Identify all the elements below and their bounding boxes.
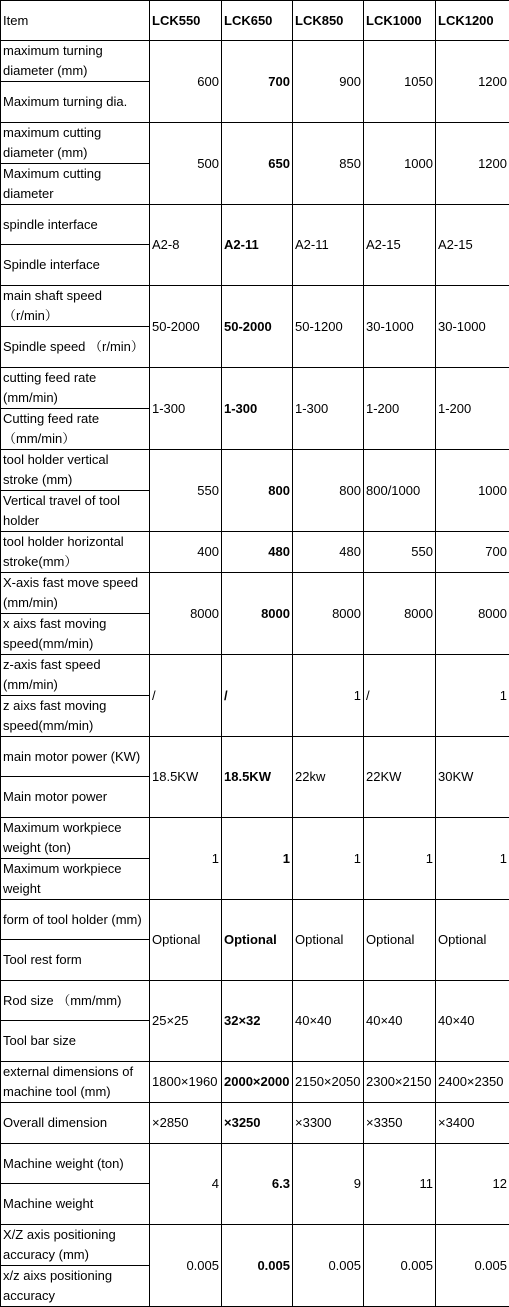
value-cell: 1-200 xyxy=(436,368,509,450)
value-cell: Optional xyxy=(293,900,364,981)
value-cell: 40×40 xyxy=(364,981,436,1062)
value-cell: 1200 xyxy=(436,41,509,123)
value-cell: 30KW xyxy=(436,737,509,818)
value-cell: 550 xyxy=(150,450,222,532)
table-row xyxy=(1,1144,509,1184)
value-cell: 32×32 xyxy=(222,981,293,1062)
row-label: external dimensions of machine tool (mm) xyxy=(1,1062,150,1103)
value-cell: 11 xyxy=(364,1144,436,1225)
row-label: Tool bar size xyxy=(1,1021,150,1062)
table-row xyxy=(1,737,509,777)
value-cell: 1-200 xyxy=(364,368,436,450)
value-cell: 2150×2050 xyxy=(293,1062,364,1103)
value-cell: A2-15 xyxy=(364,205,436,286)
header-lck1000: LCK1000 xyxy=(364,1,436,41)
value-cell: 50-2000 xyxy=(222,286,293,368)
value-cell: 480 xyxy=(293,532,364,573)
value-cell: 800 xyxy=(293,450,364,532)
value-cell: Optional xyxy=(364,900,436,981)
value-cell: 1 xyxy=(364,818,436,900)
value-cell: 1-300 xyxy=(222,368,293,450)
value-cell: 1 xyxy=(150,818,222,900)
value-cell: ×3300 xyxy=(293,1103,364,1144)
value-cell: Optional xyxy=(436,900,509,981)
value-cell: 700 xyxy=(222,41,293,123)
row-label: Spindle speed （r/min） xyxy=(1,327,150,368)
value-cell: 8000 xyxy=(222,573,293,655)
value-cell: 1050 xyxy=(364,41,436,123)
value-cell: 0.005 xyxy=(222,1225,293,1307)
value-cell: ×3350 xyxy=(364,1103,436,1144)
value-cell: 40×40 xyxy=(293,981,364,1062)
value-cell: 1-300 xyxy=(293,368,364,450)
table-row xyxy=(1,532,509,573)
table-row xyxy=(1,41,509,82)
value-cell: 0.005 xyxy=(150,1225,222,1307)
value-cell: 650 xyxy=(222,123,293,205)
row-label: Machine weight xyxy=(1,1184,150,1225)
value-cell: 1 xyxy=(222,818,293,900)
table-row xyxy=(1,900,509,940)
value-cell: 1000 xyxy=(364,123,436,205)
row-label: x/z aixs positioning accuracy xyxy=(1,1266,150,1307)
value-cell: 800/1000 xyxy=(364,450,436,532)
value-cell: 800 xyxy=(222,450,293,532)
row-label: tool holder horizontal stroke(mm） xyxy=(1,532,150,573)
row-label: tool holder vertical stroke (mm) xyxy=(1,450,150,491)
header-lck850: LCK850 xyxy=(293,1,364,41)
row-label: Maximum workpiece weight xyxy=(1,859,150,900)
value-cell: / xyxy=(222,655,293,737)
value-cell: ×3250 xyxy=(222,1103,293,1144)
value-cell: 18.5KW xyxy=(150,737,222,818)
value-cell: ×2850 xyxy=(150,1103,222,1144)
header-item: Item xyxy=(1,1,150,41)
value-cell: 700 xyxy=(436,532,509,573)
value-cell: 40×40 xyxy=(436,981,509,1062)
value-cell: Optional xyxy=(150,900,222,981)
header-lck550: LCK550 xyxy=(150,1,222,41)
value-cell: 850 xyxy=(293,123,364,205)
value-cell: 9 xyxy=(293,1144,364,1225)
table-row xyxy=(1,655,509,696)
value-cell: 50-2000 xyxy=(150,286,222,368)
value-cell: Optional xyxy=(222,900,293,981)
row-label: Cutting feed rate （mm/min） xyxy=(1,409,150,450)
value-cell: 8000 xyxy=(436,573,509,655)
value-cell: 500 xyxy=(150,123,222,205)
value-cell: 1000 xyxy=(436,450,509,532)
value-cell: 400 xyxy=(150,532,222,573)
row-label: x aixs fast moving speed(mm/min) xyxy=(1,614,150,655)
value-cell: 1-300 xyxy=(150,368,222,450)
value-cell: 4 xyxy=(150,1144,222,1225)
value-cell: 1800×1960 xyxy=(150,1062,222,1103)
row-label: form of tool holder (mm) xyxy=(1,900,150,940)
value-cell: 22kw xyxy=(293,737,364,818)
value-cell: 1200 xyxy=(436,123,509,205)
header-lck650: LCK650 xyxy=(222,1,293,41)
value-cell: A2-11 xyxy=(293,205,364,286)
table-row xyxy=(1,573,509,614)
row-label: maximum turning diameter (mm) xyxy=(1,41,150,82)
table-row xyxy=(1,818,509,859)
value-cell: 480 xyxy=(222,532,293,573)
table-row xyxy=(1,450,509,491)
spec-table-body xyxy=(1,1,509,1307)
value-cell: ×3400 xyxy=(436,1103,509,1144)
row-label: z-axis fast speed (mm/min) xyxy=(1,655,150,696)
value-cell: 1 xyxy=(436,655,509,737)
value-cell: 22KW xyxy=(364,737,436,818)
value-cell: 2000×2000 xyxy=(222,1062,293,1103)
value-cell: 30-1000 xyxy=(364,286,436,368)
value-cell: 30-1000 xyxy=(436,286,509,368)
row-label: main motor power (KW) xyxy=(1,737,150,777)
row-label: z aixs fast moving speed(mm/min) xyxy=(1,696,150,737)
value-cell: 8000 xyxy=(364,573,436,655)
value-cell: 0.005 xyxy=(436,1225,509,1307)
row-label: Maximum turning dia. xyxy=(1,82,150,123)
row-label: X/Z axis positioning accuracy (mm) xyxy=(1,1225,150,1266)
row-label: Machine weight (ton) xyxy=(1,1144,150,1184)
row-label: main shaft speed （r/min） xyxy=(1,286,150,327)
value-cell: 8000 xyxy=(293,573,364,655)
table-row xyxy=(1,205,509,245)
value-cell: A2-11 xyxy=(222,205,293,286)
table-row xyxy=(1,1225,509,1266)
row-label: Overall dimension xyxy=(1,1103,150,1144)
row-label: Maximum workpiece weight (ton) xyxy=(1,818,150,859)
value-cell: 0.005 xyxy=(364,1225,436,1307)
value-cell: 50-1200 xyxy=(293,286,364,368)
table-row xyxy=(1,981,509,1021)
row-label: spindle interface xyxy=(1,205,150,245)
header-row xyxy=(1,1,509,41)
row-label: Vertical travel of tool holder xyxy=(1,491,150,532)
value-cell: 900 xyxy=(293,41,364,123)
value-cell: A2-15 xyxy=(436,205,509,286)
row-label: maximum cutting diameter (mm) xyxy=(1,123,150,164)
value-cell: 18.5KW xyxy=(222,737,293,818)
row-label: Spindle interface xyxy=(1,245,150,286)
value-cell: 550 xyxy=(364,532,436,573)
row-label: Main motor power xyxy=(1,777,150,818)
value-cell: 1 xyxy=(293,818,364,900)
row-label: Rod size （mm/mm) xyxy=(1,981,150,1021)
table-row xyxy=(1,368,509,409)
value-cell: 8000 xyxy=(150,573,222,655)
value-cell: 600 xyxy=(150,41,222,123)
table-row xyxy=(1,123,509,164)
table-row xyxy=(1,1103,509,1144)
table-row xyxy=(1,286,509,327)
row-label: Tool rest form xyxy=(1,940,150,981)
value-cell: 1 xyxy=(293,655,364,737)
value-cell: 2400×2350 xyxy=(436,1062,509,1103)
value-cell: 2300×2150 xyxy=(364,1062,436,1103)
value-cell: 12 xyxy=(436,1144,509,1225)
row-label: cutting feed rate (mm/min) xyxy=(1,368,150,409)
value-cell: 0.005 xyxy=(293,1225,364,1307)
header-lck1200: LCK1200 xyxy=(436,1,509,41)
value-cell: 25×25 xyxy=(150,981,222,1062)
row-label: X-axis fast move speed (mm/min) xyxy=(1,573,150,614)
value-cell: 1 xyxy=(436,818,509,900)
row-label: Maximum cutting diameter xyxy=(1,164,150,205)
value-cell: A2-8 xyxy=(150,205,222,286)
value-cell: / xyxy=(150,655,222,737)
table-row xyxy=(1,1062,509,1103)
value-cell: 6.3 xyxy=(222,1144,293,1225)
value-cell: / xyxy=(364,655,436,737)
